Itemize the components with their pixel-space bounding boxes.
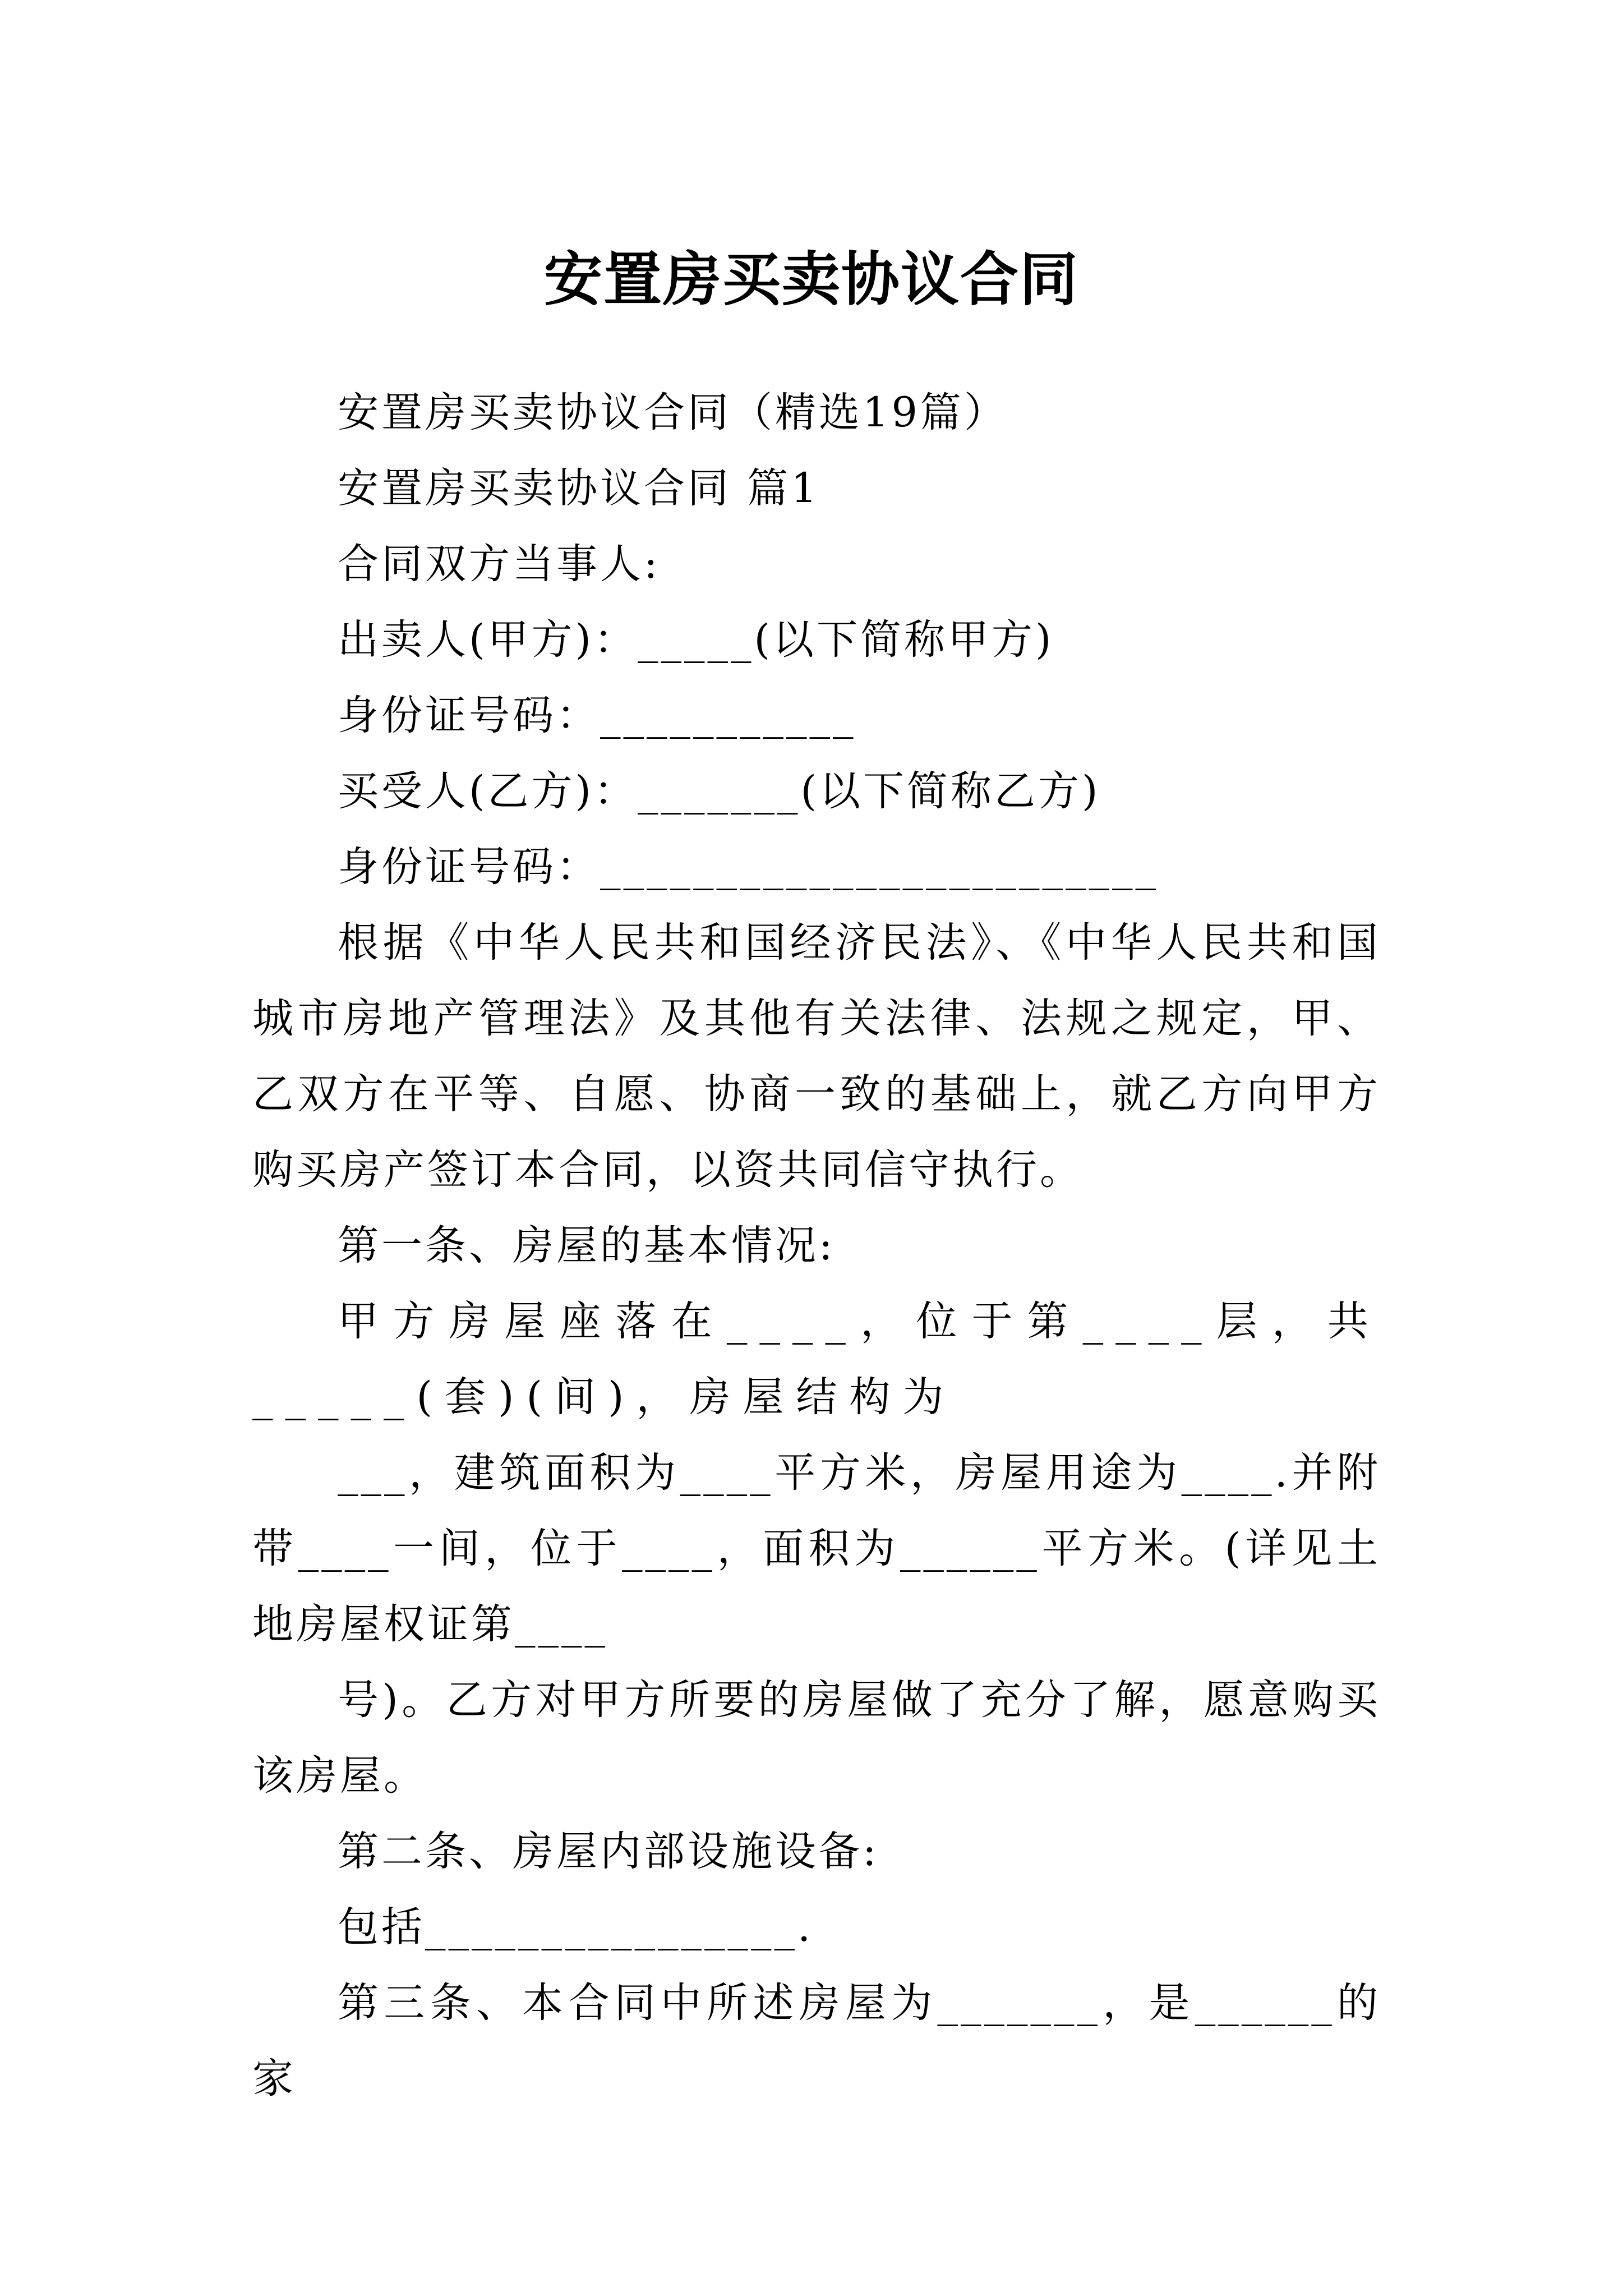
paragraph-subtitle: 安置房买卖协议合同（精选19篇） — [338, 389, 1008, 436]
paragraph-buyer-id: 身份证号码：________________________ — [338, 843, 1159, 891]
paragraph-buyer: 买受人(乙方)：_______(以下简称乙方) — [338, 767, 1101, 815]
paragraph-article-2-heading: 第二条、房屋内部设施设备: — [338, 1828, 879, 1875]
paragraph-facilities: 包括________________. — [338, 1903, 814, 1951]
paragraph-house-area: ___，建筑面积为____平方米，房屋用途为____.并附带____一间，位于____，面积为______平方米。(详见土地房屋权证第____ — [252, 1449, 1381, 1648]
paragraph-seller-id: 身份证号码：___________ — [338, 692, 856, 739]
paragraph-house-location: 甲方房屋座落在____，位于第____层，共_____(套)(间)，房屋结构为 — [252, 1297, 1381, 1421]
paragraph-seller: 出卖人(甲方)：_____(以下简称甲方) — [338, 616, 1054, 664]
paragraph-parties: 合同双方当事人: — [338, 540, 661, 588]
paragraph-buyer-acknowledgement: 号)。乙方对甲方所要的房屋做了充分了解，愿意购买该房屋。 — [252, 1676, 1381, 1800]
paragraph-article-1-heading: 第一条、房屋的基本情况: — [338, 1222, 836, 1269]
paragraph-article-3: 第三条、本合同中所述房屋为_______，是______的家 — [252, 1979, 1381, 2102]
document-title: 安置房买卖协议合同 — [543, 245, 1079, 314]
document-body — [252, 375, 1381, 2116]
paragraph-section-heading: 安置房买卖协议合同 篇1 — [338, 464, 820, 512]
paragraph-legal-basis: 根据《中华人民共和国经济民法》、《中华人民共和国城市房地产管理法》及其他有关法律、法规之规定，甲、乙双方在平等、自愿、协商一致的基础上，就乙方向甲方购买房产签订本合同，以资共同信守执行。 — [252, 919, 1381, 1194]
